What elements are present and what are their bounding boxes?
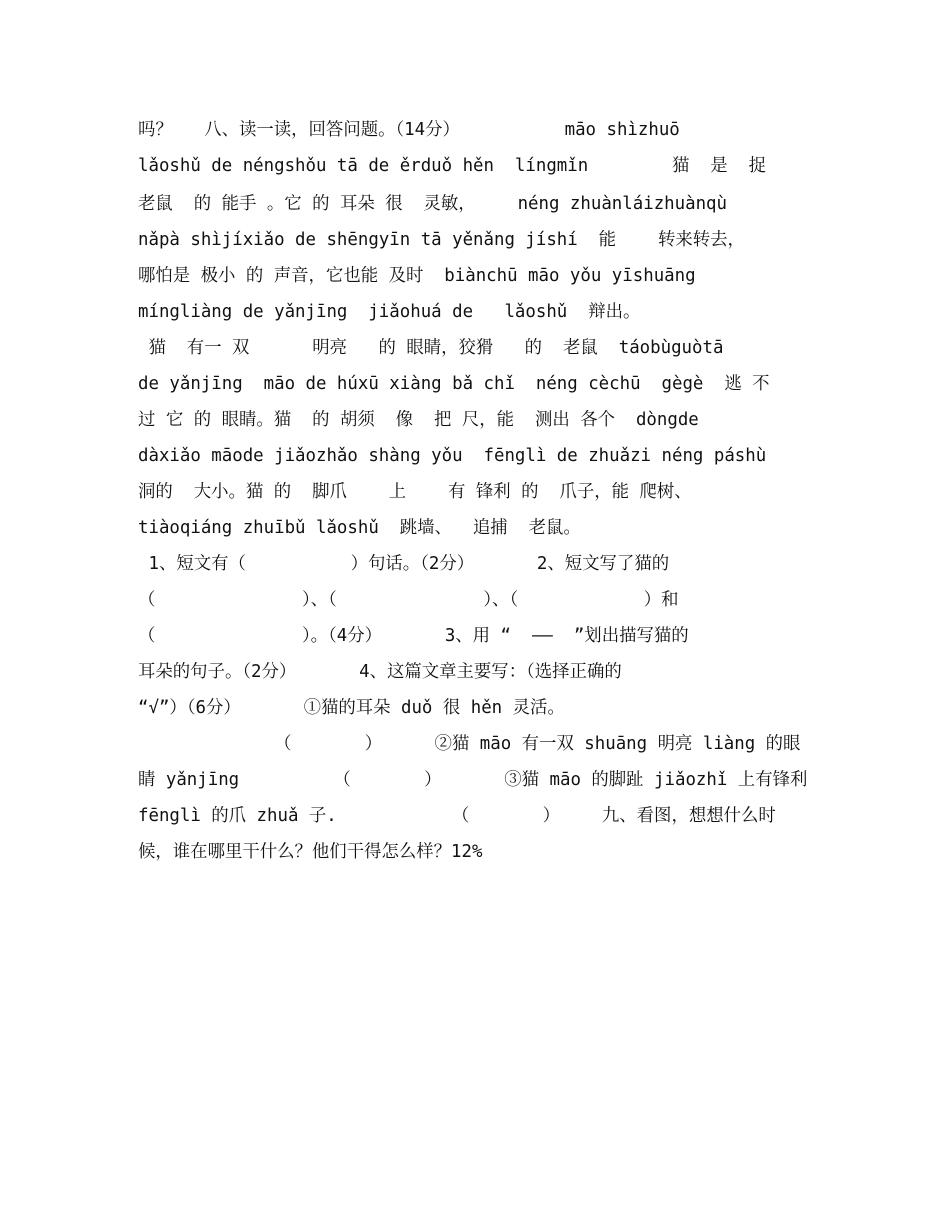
text-line-9: 过 它 的 眼睛。猫 的 胡须 像 把 尺，能 测出 各个 dòngde (138, 410, 699, 430)
text-line-7: 猫 有一 双 明亮 的 眼睛，狡猾 的 老鼠 táobùguòtā (138, 338, 724, 358)
text-line-12: tiàoqiáng zhuībǔ lǎoshǔ 跳墙、 追捕 老鼠。 (138, 518, 581, 538)
question-2-blanks-line: （ ）、（ ）、（ ）和 (138, 590, 679, 610)
text-line-11: 洞的 大小。猫 的 脚爪 上 有 锋利 的 爪子，能 爬树、 (138, 482, 692, 502)
question-4-line: 耳朵的句子。（2分） 4、这篇文章主要写：（选择正确的 (138, 662, 622, 682)
text-line-8: de yǎnjīng māo de húxū xiàng bǎ chǐ néng cèchū gègè 逃 不 (138, 374, 770, 394)
option-1-line: “√”）（6分） ①猫的耳朵 duǒ 很 hěn 灵活。 (138, 698, 565, 718)
section-9-prompt-line: 候，谁在哪里干什么？他们干得怎么样？12% (138, 842, 483, 862)
text-line-10: dàxiǎo māode jiǎozhǎo shàng yǒu fēnglì de zhuǎzi néng páshù (138, 446, 767, 466)
text-line-3: 老鼠 的 能手 。它 的 耳朵 很 灵敏， néng zhuànláizhuànqù (138, 194, 727, 214)
text-line-6: míngliàng de yǎnjīng jiǎohuá de lǎoshǔ 辩出。 (138, 302, 641, 322)
question-1-2-line: 1、短文有（ ）句话。（2分） 2、短文写了猫的 (138, 554, 670, 574)
option-3-line: 睛 yǎnjīng （ ） ③猫 māo 的脚趾 jiǎozhǐ 上有锋利 (138, 770, 808, 790)
text-line-4: nǎpà shìjíxiǎo de shēngyīn tā yěnǎng jíshí 能 转来转去， (138, 230, 745, 250)
text-line-2: lǎoshǔ de néngshǒu tā de ěrduǒ hěn língmǐn 猫 是 捉 (138, 156, 767, 176)
question-3-line: （ ）。（4分） 3、用 “ —— ”划出描写猫的 (138, 626, 689, 646)
text-line-1: 吗？ 八、读一读，回答问题。（14分） māo shìzhuō (138, 120, 680, 140)
option-2-line: （ ） ②猫 māo 有一双 shuāng 明亮 liàng 的眼 (138, 734, 801, 754)
section-9-line: fēnglì 的爪 zhuǎ 子. （ ） 九、看图，想想什么时 (138, 806, 776, 826)
text-line-5: 哪怕是 极小 的 声音，它也能 及时 biànchū māo yǒu yīshuāng (138, 266, 696, 286)
